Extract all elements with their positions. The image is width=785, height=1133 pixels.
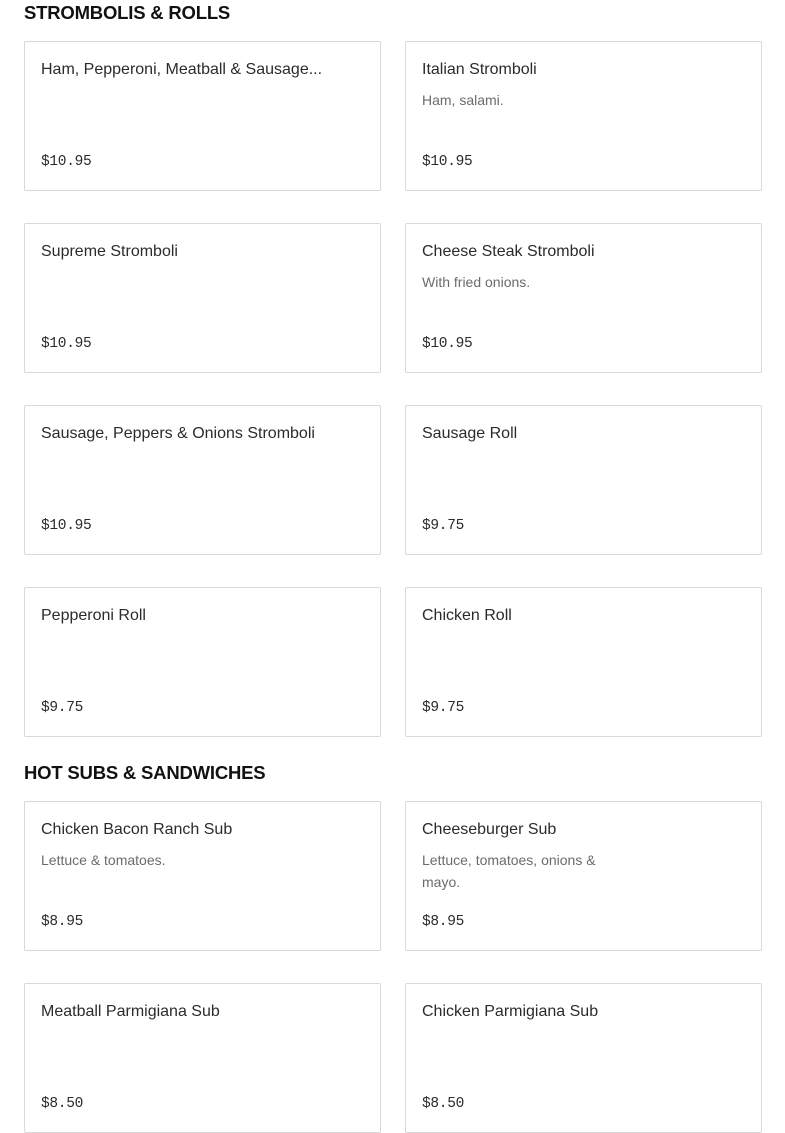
section-title-hot-subs-sandwiches: HOT SUBS & SANDWICHES: [24, 762, 266, 783]
menu-item-name: Pepperoni Roll: [41, 607, 146, 624]
menu-item-card[interactable]: [24, 405, 381, 555]
menu-item-price: $10.95: [41, 336, 92, 352]
menu-item-card[interactable]: [24, 41, 381, 191]
menu-item-price: $10.95: [422, 336, 473, 352]
menu-item-card[interactable]: [405, 801, 762, 951]
menu-item-name: Cheeseburger Sub: [422, 821, 557, 838]
menu-item-price: $10.95: [41, 518, 92, 534]
menu-item-price: $9.75: [41, 700, 84, 716]
menu-item-price: $9.75: [422, 518, 465, 534]
menu-item-price: $8.95: [422, 914, 465, 930]
menu-item-card[interactable]: [24, 983, 381, 1133]
section-title-strombolis-rolls: STROMBOLIS & ROLLS: [24, 2, 231, 23]
menu-item-price: $8.50: [41, 1096, 84, 1112]
menu-item-description: Lettuce & tomatoes.: [41, 852, 166, 868]
menu-item-price: $10.95: [41, 154, 92, 170]
menu-item-name: Sausage Roll: [422, 425, 518, 442]
menu-item-price: $8.50: [422, 1096, 465, 1112]
menu-item-description: Ham, salami.: [422, 92, 504, 108]
menu-item-name: Chicken Roll: [422, 607, 512, 624]
menu-item-name: Ham, Pepperoni, Meatball & Sausage...: [41, 61, 323, 78]
menu-item-card[interactable]: [405, 587, 762, 737]
menu-item-description: With fried onions.: [422, 274, 531, 290]
menu-item-card[interactable]: [405, 223, 762, 373]
menu-item-card[interactable]: [405, 41, 762, 191]
menu-item-card[interactable]: [24, 223, 381, 373]
menu-item-name: Cheese Steak Stromboli: [422, 243, 595, 260]
menu-item-card[interactable]: [405, 405, 762, 555]
menu-item-name: Chicken Bacon Ranch Sub: [41, 821, 233, 838]
menu-item-card[interactable]: [24, 801, 381, 951]
menu-item-card[interactable]: [405, 983, 762, 1133]
menu-item-price: $8.95: [41, 914, 84, 930]
menu-item-name: Supreme Stromboli: [41, 243, 178, 260]
menu-item-name: Meatball Parmigiana Sub: [41, 1003, 220, 1020]
menu-item-price: $9.75: [422, 700, 465, 716]
menu-item-name: Italian Stromboli: [422, 61, 537, 78]
menu-item-name: Sausage, Peppers & Onions Stromboli: [41, 425, 315, 442]
menu-item-price: $10.95: [422, 154, 473, 170]
menu-item-name: Chicken Parmigiana Sub: [422, 1003, 599, 1020]
menu-item-card[interactable]: [24, 587, 381, 737]
menu-item-description: Lettuce, tomatoes, onions & mayo.: [422, 852, 596, 890]
